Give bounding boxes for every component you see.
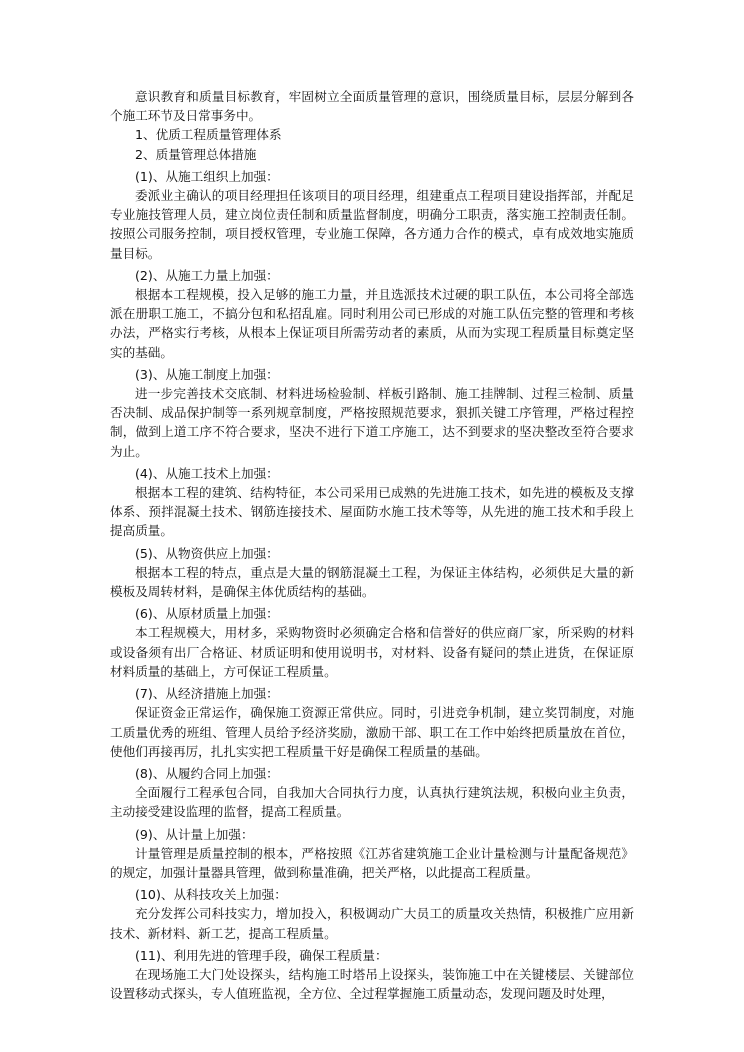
subheading-research: (10)、从科技攻关上加强：: [135, 887, 287, 903]
subheading-workforce: (2)、从施工力量上加强：: [135, 267, 279, 283]
subheading-organization: (1)、从施工组织上加强：: [135, 168, 279, 184]
paragraph-materials: 本工程规模大，用材多，采购物资时必须确定合格和信誉好的供应商厂家，所采购的材料或设备须有出厂合格证、材质证明和使用说明书，对材料、设备有疑问的禁止进货，在保证原材料质量的基础上，方可保证工程质量。: [110, 625, 634, 679]
paragraph-organization: 委派业主确认的项目经理担任该项目的项目经理，组建重点工程项目建设指挥部，并配足专业施技管理人员，建立岗位责任制和质量监督制度，明确分工职责，落实施工控制责任制。按照公司服务控制，项目授权管理，专业施工保障，各方通力合作的模式，卓有成效地实施质量目标。: [110, 188, 634, 261]
subheading-management-tools: (11)、利用先进的管理手段，确保工程质量：: [135, 947, 388, 963]
subheading-measurement: (9)、从计量上加强：: [135, 826, 254, 842]
subheading-contract: (8)、从履约合同上加强：: [135, 765, 279, 781]
paragraph-workforce: 根据本工程规模，投入足够的施工力量，并且选派技术过硬的职工队伍，本公司将全部选派在册职工施工，不搞分包和私招乱雇。同时利用公司已形成的对施工队伍完整的管理和考核办法，严格实行考核，从根本上保证项目所需劳动者的素质，从而为实现工程质量目标奠定坚实的基础。: [110, 287, 634, 360]
subheading-materials: (6)、从原材质量上加强：: [135, 606, 279, 622]
paragraph-supply: 根据本工程的特点，重点是大量的钢筋混凝土工程，为保证主体结构，必须供足大量的新模板及周转材料，是确保主体优质结构的基础。: [110, 564, 634, 600]
paragraph-measurement: 计量管理是质量控制的根本，严格按照《江苏省建筑施工企业计量检测与计量配备规范》的规定，加强计量器具管理，做到称量准确，把关严格，以此提高工程质量。: [110, 845, 634, 880]
paragraph-management-tools: 在现场施工大门处设探头，结构施工时塔吊上设探头，装饰施工中在关键楼层、关键部位设置移动式探头，专人值班监视，全方位、全过程掌握施工质量动态，发现问题及时处理，: [110, 966, 634, 1002]
document-body: [110, 87, 634, 1003]
paragraph-contract: 全面履行工程承包合同，自我加大合同执行力度，认真执行建筑法规，积极向业主负责，主动接受建设监理的监督，提高工程质量。: [110, 785, 634, 820]
subheading-economic: (7)、从经济措施上加强：: [135, 686, 279, 702]
heading-overall-measures: 2、质量管理总体措施: [135, 146, 257, 162]
subheading-technology: (4)、从施工技术上加强：: [135, 465, 279, 481]
paragraph-research: 充分发挥公司科技实力，增加投入，积极调动广大员工的质量攻关热情，积极推广应用新技术、新材料、新工艺，提高工程质量。: [110, 906, 634, 941]
heading-quality-system: 1、优质工程质量管理体系: [135, 127, 282, 143]
paragraph-system: 进一步完善技术交底制、材料进场检验制、样板引路制、施工挂牌制、过程三检制、质量否决制、成品保护制等一系列规章制度，严格按照规范要求，狠抓关键工序管理，严格过程控制，做到上道工序不符合要求，坚决不进行下道工序施工，达不到要求的坚决整改至符合要求为止。: [110, 386, 634, 459]
paragraph-economic: 保证资金正常运作，确保施工资源正常供应。同时，引进竞争机制，建立奖罚制度，对施工质量优秀的班组、管理人员给予经济奖励，激励干部、职工在工作中始终把质量放在首位，使他们再接再厉，扎扎实实把工程质量干好是确保工程质量的基础。: [110, 705, 634, 759]
paragraph-technology: 根据本工程的建筑、结构特征，本公司采用已成熟的先进施工技术，如先进的模板及支撑体系、预拌混凝土技术、钢筋连接技术、屋面防水施工技术等等，从先进的施工技术和手段上提高质量。: [110, 485, 634, 539]
subheading-system: (3)、从施工制度上加强：: [135, 366, 279, 382]
paragraph-intro: 意识教育和质量目标教育，牢固树立全面质量管理的意识，围绕质量目标，层层分解到各个施工环节及日常事务中。: [110, 89, 634, 124]
subheading-supply: (5)、从物资供应上加强：: [135, 545, 279, 561]
